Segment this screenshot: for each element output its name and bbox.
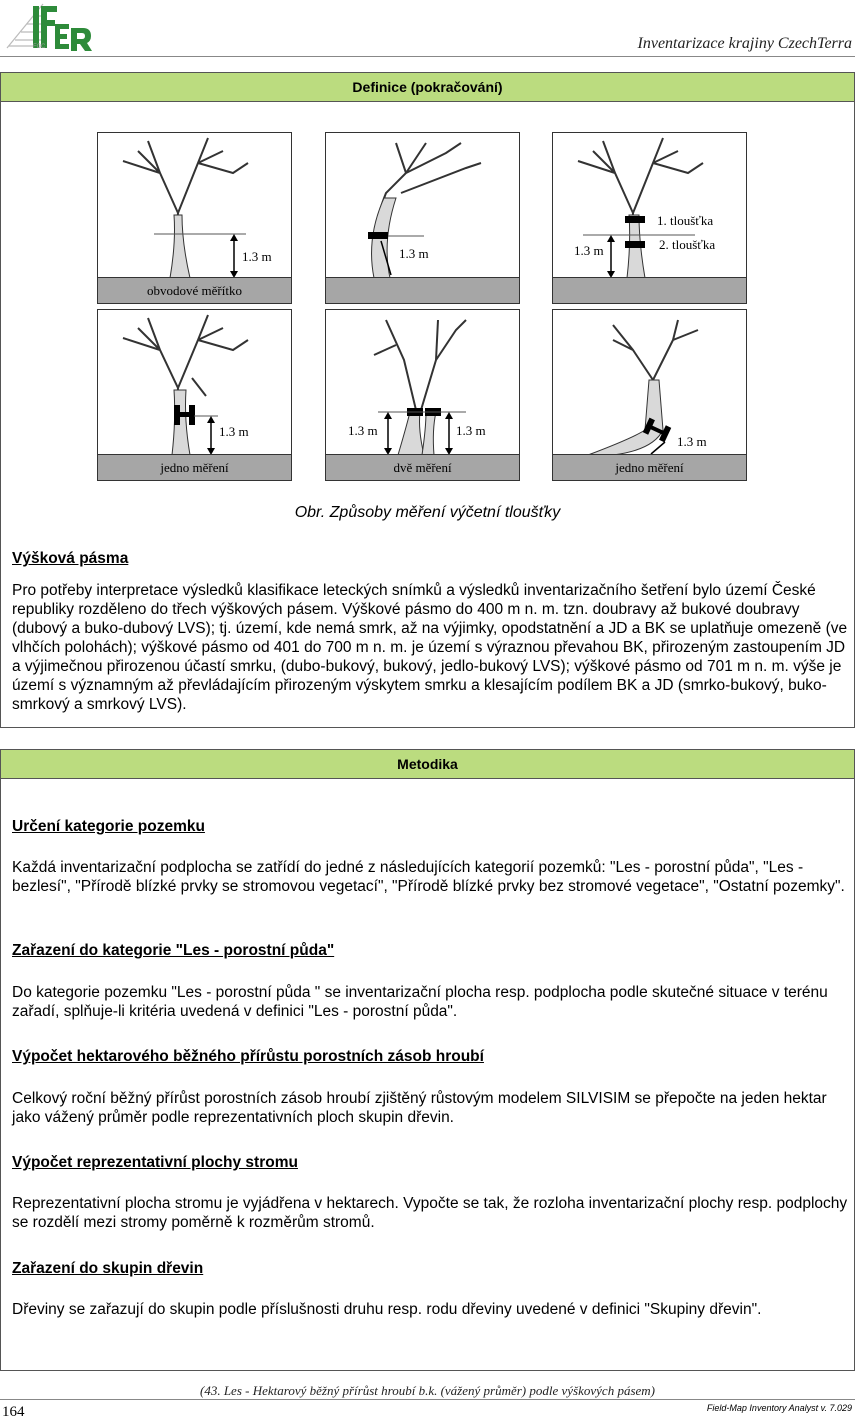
method-text: Každá inventarizační podplocha se zatřídí do jedné z následujících kategorií pozemků: "Les - porostní půda", "Les - bezlesí", "Přírodě blízké prvky se stromovou vegetací", "Přírodě blízké prvky bez stromové vegetace", "Ostatní pozemky". bbox=[12, 859, 845, 895]
svg-text:FCC: FCC bbox=[33, 44, 46, 50]
ifer-logo bbox=[3, 2, 95, 52]
ground-label: jedno měření bbox=[98, 454, 291, 480]
definitions-section bbox=[0, 72, 855, 728]
right-height-label: 1.3 m bbox=[456, 423, 486, 438]
left-height-label: 1.3 m bbox=[348, 423, 378, 438]
figure-single-measurement bbox=[97, 309, 292, 481]
ground-label bbox=[326, 277, 519, 303]
figure-caption: Obr. Způsoby měření výčetní tloušťky bbox=[294, 504, 561, 521]
height-label: 1.3 m bbox=[399, 246, 429, 261]
second-diameter-label: 2. tloušťka bbox=[659, 237, 716, 252]
method-text: Reprezentativní plocha stromu je vyjádřena v hektarech. Vypočte se tak, že rozloha inventarizační plochy resp. podplochy se rozdělí mezi stromy poměrně k rozměrům stromů. bbox=[12, 1195, 848, 1231]
ground-label bbox=[553, 277, 746, 303]
ground-label: dvě měření bbox=[326, 454, 519, 480]
method-title: Určení kategorie pozemku bbox=[12, 818, 205, 835]
app-version: Field-Map Inventory Analyst v. 7.029 bbox=[706, 1403, 852, 1413]
method-title: Výpočet reprezentativní plochy stromu bbox=[12, 1154, 298, 1171]
page-number: 164 bbox=[2, 1404, 25, 1420]
height-label: 1.3 m bbox=[677, 434, 707, 449]
method-text: Dřeviny se zařazují do skupin podle příslušnosti druhu resp. rodu dřeviny uvedené v definici "Skupiny dřevin". bbox=[12, 1301, 762, 1318]
method-title: Zařazení do kategorie "Les - porostní půda" bbox=[12, 942, 335, 959]
method-title: Výpočet hektarového běžného přírůstu porostních zásob hroubí bbox=[12, 1048, 484, 1065]
figure-double-measurement bbox=[325, 309, 520, 481]
page-header bbox=[0, 0, 855, 57]
method-text: Do kategorie pozemku "Les - porostní půda " se inventarizační plocha resp. podplocha podle skutečné situace v terénu zařadí, splňuje-li kritéria uvedená v definici "Les - porostní půda". bbox=[12, 984, 828, 1020]
method-title: Zařazení do skupin dřevin bbox=[12, 1260, 204, 1277]
figure-swelling-tree bbox=[552, 132, 747, 304]
footer-divider bbox=[0, 1399, 855, 1400]
height-label: 1.3 m bbox=[574, 243, 604, 258]
document-title: Inventarizace krajiny CzechTerra bbox=[637, 35, 852, 52]
definitions-heading: Definice (pokračování) bbox=[1, 73, 854, 102]
subsection-title-altitude-zones: Výšková pásma bbox=[12, 550, 129, 567]
method-text: Celkový roční běžný přírůst porostních zásob hroubí zjištěný růstovým modelem SILVISIM se přepočte na jeden hektar jako vážený průměr podle reprezentativních ploch skupin dřevin. bbox=[12, 1090, 827, 1126]
ground-label: jedno měření bbox=[553, 454, 746, 480]
subsection-text-altitude-zones: Pro potřeby interpretace výsledků klasifikace leteckých snímků a výsledků inventarizačního šetření bylo území České republiky rozděleno do třech výškových pásem. Výškové pásmo do 400 m n. m. tzn. doubravy až bukové doubravy (dubový a buko-dubový LVS); tj. území, kde nemá smrk, až na výjimky, opodstatnění a JD a BK se uplatňuje omezeně (ve vlhčích polohách); výškové pásmo od 401 do 700 m n. m. je území s výraznou převahou BK, přirozeným zastoupením JD a výjimečnou přirozenou účastí smrku, (dubo-bukový, bukový, jedlo-bukový LVS); výškové pásmo od 701 m n. m. výše je území s významným až převládajícím přirozeným výskytem smrku a klesajícím podílem BK a JD (smrko-bukový, buko-smrkový a smrkový LVS). bbox=[12, 582, 848, 713]
methodology-section bbox=[0, 749, 855, 1371]
methodology-heading: Metodika bbox=[1, 750, 854, 779]
ground-label: obvodové měřítko bbox=[98, 277, 291, 303]
first-diameter-label: 1. tloušťka bbox=[657, 213, 714, 228]
figure-leaning-tree bbox=[325, 132, 520, 304]
figure-curved-tree bbox=[552, 309, 747, 481]
figure-circumference-tape bbox=[97, 132, 292, 304]
height-label: 1.3 m bbox=[219, 424, 249, 439]
height-label: 1.3 m bbox=[242, 249, 272, 264]
report-reference-note: (43. Les - Hektarový běžný přírůst hroubí b.k. (vážený průměr) podle výškových pásem) bbox=[200, 1383, 655, 1398]
